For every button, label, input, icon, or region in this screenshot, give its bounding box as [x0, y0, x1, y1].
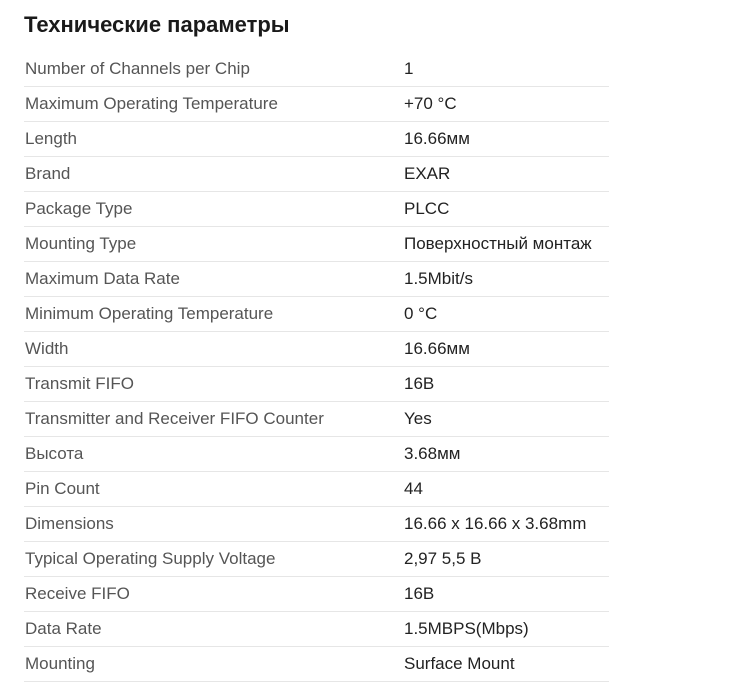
- table-row: [24, 192, 609, 227]
- spec-value: 16.66мм: [403, 332, 609, 367]
- table-row: [24, 157, 609, 192]
- table-row: [24, 52, 609, 87]
- spec-value: 16.66мм: [403, 122, 609, 157]
- table-row: [24, 437, 609, 472]
- table-row: [24, 332, 609, 367]
- spec-name: Mounting Type: [24, 227, 403, 262]
- spec-value: 2,97 5,5 B: [403, 542, 609, 577]
- spec-name: Width: [24, 332, 403, 367]
- table-row: [24, 262, 609, 297]
- table-row: [24, 402, 609, 437]
- spec-name: Typical Operating Supply Voltage: [24, 542, 403, 577]
- specs-table: [24, 52, 609, 682]
- specs-table-body: [24, 52, 609, 682]
- spec-name: Pin Count: [24, 472, 403, 507]
- table-row: [24, 472, 609, 507]
- spec-name: Maximum Operating Temperature: [24, 87, 403, 122]
- spec-name: Length: [24, 122, 403, 157]
- spec-value: Yes: [403, 402, 609, 437]
- spec-name: Высота: [24, 437, 403, 472]
- spec-name: Transmit FIFO: [24, 367, 403, 402]
- spec-name: Maximum Data Rate: [24, 262, 403, 297]
- spec-value: 44: [403, 472, 609, 507]
- spec-name: Number of Channels per Chip: [24, 52, 403, 87]
- spec-name: Receive FIFO: [24, 577, 403, 612]
- spec-value: 16B: [403, 577, 609, 612]
- spec-value: EXAR: [403, 157, 609, 192]
- table-row: [24, 227, 609, 262]
- spec-value: 16B: [403, 367, 609, 402]
- spec-value: 0 °C: [403, 297, 609, 332]
- spec-value: Surface Mount: [403, 647, 609, 682]
- table-row: [24, 122, 609, 157]
- table-row: [24, 87, 609, 122]
- spec-name: Mounting: [24, 647, 403, 682]
- spec-value: 1: [403, 52, 609, 87]
- spec-name: Transmitter and Receiver FIFO Counter: [24, 402, 403, 437]
- spec-name: Data Rate: [24, 612, 403, 647]
- spec-value: 1.5Mbit/s: [403, 262, 609, 297]
- table-row: [24, 612, 609, 647]
- table-row: [24, 297, 609, 332]
- spec-value: PLCC: [403, 192, 609, 227]
- spec-name: Package Type: [24, 192, 403, 227]
- spec-value: Поверхностный монтаж: [403, 227, 609, 262]
- spec-value: 1.5MBPS(Mbps): [403, 612, 609, 647]
- page-title: Технические параметры: [24, 12, 290, 37]
- spec-value: 16.66 x 16.66 x 3.68mm: [403, 507, 609, 542]
- spec-value: 3.68мм: [403, 437, 609, 472]
- spec-value: +70 °C: [403, 87, 609, 122]
- table-row: [24, 542, 609, 577]
- spec-name: Dimensions: [24, 507, 403, 542]
- table-row: [24, 577, 609, 612]
- spec-name: Brand: [24, 157, 403, 192]
- table-row: [24, 367, 609, 402]
- table-row: [24, 647, 609, 682]
- spec-name: Minimum Operating Temperature: [24, 297, 403, 332]
- table-row: [24, 507, 609, 542]
